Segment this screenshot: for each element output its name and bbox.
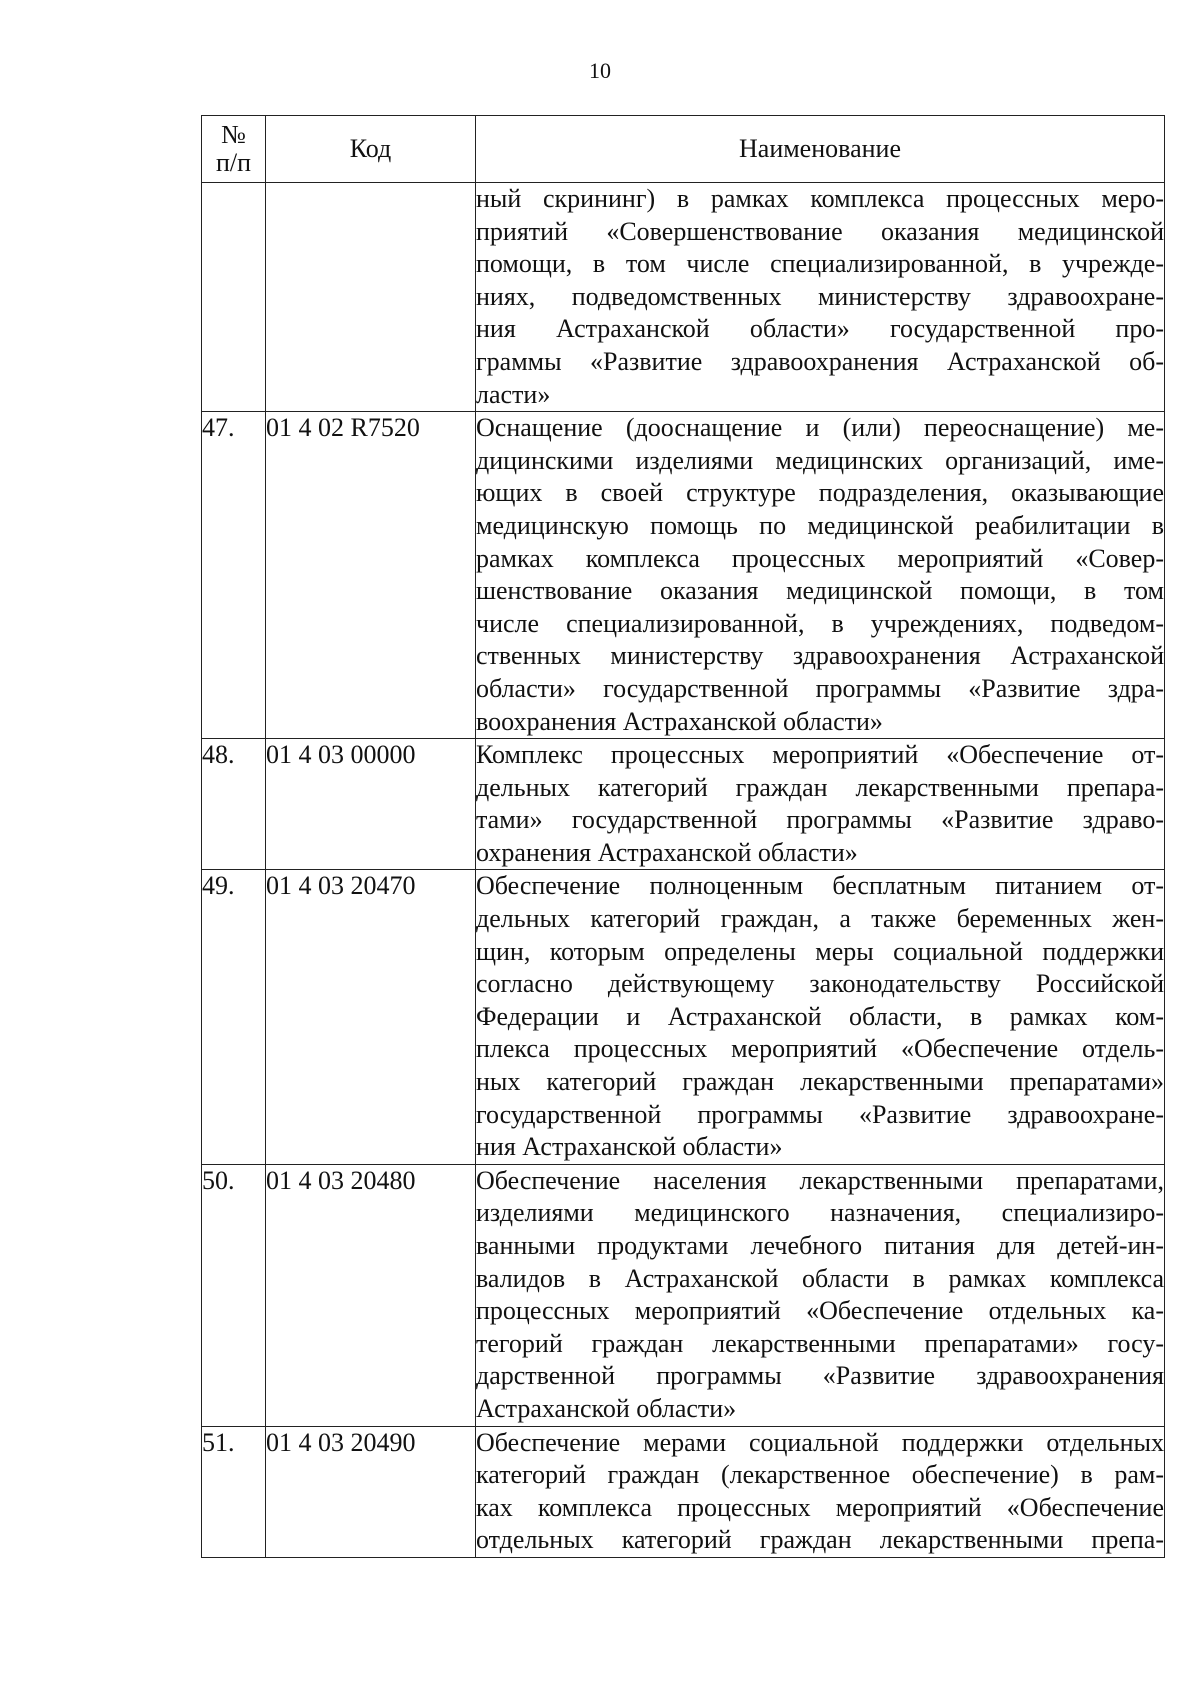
- row-name-line: приятий «Совершенствование оказания медицинской: [476, 216, 1164, 246]
- row-name-line: ния Астраханской области»: [476, 1132, 783, 1162]
- row-number: 49.: [202, 870, 266, 1164]
- header-number-abbr: п/п: [215, 148, 252, 177]
- row-name-line: ных категорий граждан лекарственными препаратами»: [476, 1067, 1164, 1097]
- row-name: [476, 870, 1165, 1164]
- row-name-line: Обеспечение населения лекарственными препаратами,: [476, 1165, 1164, 1195]
- header-number-symbol: №: [221, 120, 246, 149]
- row-name-line: ственных министерству здравоохранения Астраханской: [476, 641, 1164, 671]
- row-name: [476, 1164, 1165, 1426]
- row-name-line: шенствование оказания медицинской помощи, в том: [476, 576, 1164, 606]
- row-name: [476, 739, 1165, 870]
- row-number: 50.: [202, 1164, 266, 1426]
- row-name-line: дицинскими изделиями медицинских организаций, име-: [476, 445, 1164, 475]
- row-name-line: ный скрининг) в рамках комплекса процессных меро-: [476, 184, 1164, 213]
- row-name-line: ниях, подведомственных министерству здравоохране-: [476, 281, 1164, 311]
- row-name-line: щин, которым определены меры социальной поддержки: [476, 936, 1164, 966]
- row-name-line: Оснащение (дооснащение и (или) переоснащение) ме-: [476, 413, 1164, 443]
- table-header-row: [202, 116, 1165, 183]
- row-name-line: охранения Астраханской области»: [476, 837, 858, 867]
- row-name: [476, 412, 1165, 739]
- budget-code-table: [201, 115, 1165, 1558]
- row-name-line: тами» государственной программы «Развитие здраво-: [476, 805, 1164, 835]
- row-code: 01 4 03 20480: [266, 1164, 476, 1426]
- table-row: [202, 412, 1165, 739]
- header-name: Наименование: [476, 116, 1165, 183]
- table-row: [202, 870, 1165, 1164]
- row-name-line: Обеспечение мерами социальной поддержки отдельных: [476, 1427, 1164, 1457]
- row-number: 48.: [202, 739, 266, 870]
- row-name-line: медицинскую помощь по медицинской реабилитации в: [476, 510, 1164, 540]
- row-name-line: области» государственной программы «Развитие здра-: [476, 673, 1164, 703]
- header-number: [202, 116, 266, 183]
- row-name-line: отдельных категорий граждан лекарственными препа-: [476, 1525, 1164, 1555]
- row-name-line: ванными продуктами лечебного питания для детей-ин-: [476, 1231, 1164, 1260]
- row-name-line: Федерации и Астраханской области, в рамках ком-: [476, 1001, 1164, 1031]
- row-code: 01 4 03 20490: [266, 1426, 476, 1557]
- row-name-line: валидов в Астраханской области в рамках комплекса: [476, 1263, 1164, 1293]
- row-name-line: помощи, в том числе специализированной, в учрежде-: [476, 249, 1164, 279]
- row-name-line: изделиями медицинского назначения, специализиро-: [476, 1198, 1164, 1228]
- row-name-line: рамках комплекса процессных мероприятий «Совер-: [476, 543, 1164, 573]
- row-number: 51.: [202, 1426, 266, 1557]
- row-number: 47.: [202, 412, 266, 739]
- row-name-line: дельных категорий граждан лекарственными препара-: [476, 772, 1164, 802]
- row-name-line: воохранения Астраханской области»: [476, 706, 883, 736]
- table-row: [202, 1164, 1165, 1426]
- row-name-line: граммы «Развитие здравоохранения Астраханской об-: [476, 346, 1164, 376]
- row-name-line: согласно действующему законодательству Российской: [476, 969, 1164, 999]
- row-name-line: ках комплекса процессных мероприятий «Обеспечение: [476, 1492, 1164, 1522]
- header-code: Код: [266, 116, 476, 183]
- row-code: 01 4 02 R7520: [266, 412, 476, 739]
- row-name-line: ласти»: [476, 379, 551, 409]
- row-name-line: ющих в своей структуре подразделения, оказывающие: [476, 478, 1164, 508]
- row-number: [202, 183, 266, 412]
- row-name-line: дарственной программы «Развитие здравоохранения: [476, 1361, 1164, 1391]
- table-body: [202, 183, 1165, 1558]
- table-row: [202, 183, 1165, 412]
- row-name-line: тегорий граждан лекарственными препаратами» госу-: [476, 1328, 1164, 1358]
- row-name-line: процессных мероприятий «Обеспечение отдельных ка-: [476, 1296, 1164, 1326]
- row-name-line: плекса процессных мероприятий «Обеспечение отдель-: [476, 1034, 1164, 1064]
- row-code: 01 4 03 00000: [266, 739, 476, 870]
- row-name-line: ния Астраханской области» государственной про-: [476, 314, 1164, 344]
- row-name: [476, 183, 1165, 412]
- row-name-line: государственной программы «Развитие здравоохране-: [476, 1099, 1164, 1129]
- row-code: 01 4 03 20470: [266, 870, 476, 1164]
- row-code: [266, 183, 476, 412]
- page-number: 10: [589, 58, 611, 83]
- row-name: [476, 1426, 1165, 1557]
- row-name-line: дельных категорий граждан, а также беременных жен-: [476, 904, 1164, 934]
- table-row: [202, 739, 1165, 870]
- row-name-line: категорий граждан (лекарственное обеспечение) в рам-: [476, 1460, 1164, 1490]
- row-name-line: Астраханской области»: [476, 1393, 737, 1423]
- row-name-line: числе специализированной, в учреждениях, подведом-: [476, 608, 1164, 638]
- row-name-line: Обеспечение полноценным бесплатным питанием от-: [476, 871, 1164, 901]
- row-name-line: Комплекс процессных мероприятий «Обеспечение от-: [476, 740, 1164, 770]
- table-row: [202, 1426, 1165, 1557]
